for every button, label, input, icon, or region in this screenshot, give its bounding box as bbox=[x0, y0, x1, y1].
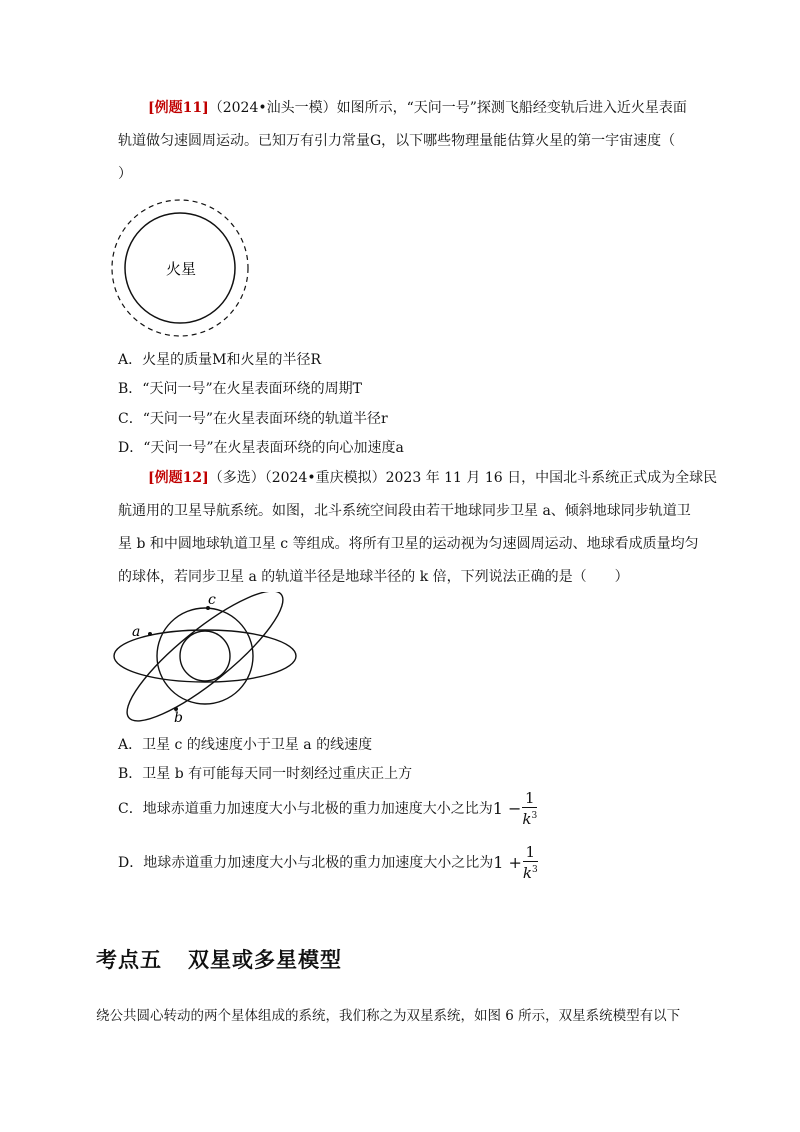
example11-option-d: D．“天问一号”在火星表面环绕的向心加速度a bbox=[118, 440, 404, 456]
example12-line4: 的球体，若同步卫星 a 的轨道半径是地球半径的 k 倍，下列说法正确的是（ ） bbox=[118, 569, 629, 585]
fraction-c: $\frac{1}{k^3}$ bbox=[522, 789, 538, 828]
example11-tag: [例题11] bbox=[148, 100, 209, 116]
example11-line1: [例题11]（2024•汕头一模）如图所示，“天问一号”探测飞船经变轨后进入近火星表面 bbox=[148, 100, 687, 116]
label-a: a bbox=[132, 624, 141, 640]
label-b: b bbox=[174, 710, 183, 726]
example12-option-d: D．地球赤道重力加速度大小与北极的重力加速度大小之比为1 + $\frac{1}{k^3}$ bbox=[118, 843, 538, 882]
example11-option-c: C．“天问一号”在火星表面环绕的轨道半径r bbox=[118, 411, 388, 427]
orbit-a-ellipse bbox=[114, 630, 296, 682]
satellite-a-dot bbox=[148, 632, 152, 636]
mars-label: 火星 bbox=[166, 260, 197, 278]
example11-line3: ） bbox=[118, 166, 132, 182]
example11-option-b: B．“天问一号”在火星表面环绕的周期T bbox=[118, 381, 362, 397]
example11-option-a: A．火星的质量M和火星的半径R bbox=[118, 352, 321, 368]
orbit-b-ellipse bbox=[112, 592, 297, 728]
fraction-d: $\frac{1}{k^3}$ bbox=[522, 843, 538, 882]
example12-option-c: C．地球赤道重力加速度大小与北极的重力加速度大小之比为1 − $\frac{1}{k^3}$ bbox=[118, 789, 538, 828]
beidou-orbits-figure bbox=[108, 592, 308, 728]
example12-line2: 航通用的卫星导航系统。如图，北斗系统空间段由若干地球同步卫星 a、倾斜地球同步轨道卫 bbox=[118, 503, 691, 519]
example12-option-a: A．卫星 c 的线速度小于卫星 a 的线速度 bbox=[118, 737, 373, 753]
earth-circle bbox=[180, 631, 230, 681]
example12-line1: [例题12]（多选）（2024•重庆模拟）2023 年 11 月 16 日，中国北斗系统正式成为全球民 bbox=[148, 470, 718, 486]
example11-line2: 轨道做匀速圆周运动。已知万有引力常量G，以下哪些物理量能估算火星的第一宇宙速度（ bbox=[118, 133, 676, 149]
section-intro: 绕公共圆心转动的两个星体组成的系统，我们称之为双星系统，如图 6 所示，双星系统模型有以下 bbox=[96, 1008, 681, 1024]
label-c: c bbox=[208, 592, 216, 608]
example12-option-b: B．卫星 b 有可能每天同一时刻经过重庆正上方 bbox=[118, 766, 413, 782]
section-heading: 考点五 双星或多星模型 bbox=[96, 948, 342, 972]
example12-line3: 星 b 和中圆地球轨道卫星 c 等组成。将所有卫星的运动视为匀速圆周运动、地球看成质量均匀 bbox=[118, 536, 699, 552]
mars-orbit-figure bbox=[108, 184, 268, 344]
example12-tag: [例题12] bbox=[148, 470, 209, 486]
